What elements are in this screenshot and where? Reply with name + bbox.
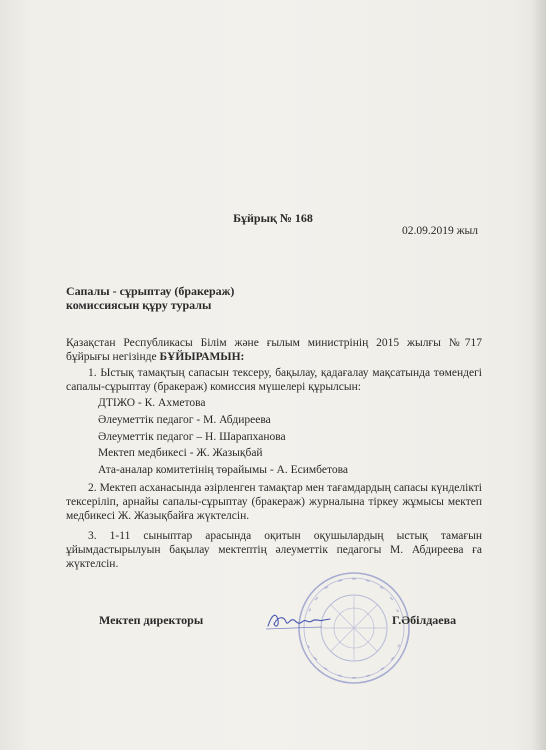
commission-member-5: Ата-аналар комитетінің төрайымы - А. Есимбетова <box>98 464 348 476</box>
order-title: Бұйрық № 168 <box>233 211 313 225</box>
preamble-text: Қазақстан Республикасы Білім және ғылым министрінің 2015 жылғы №717 бұйрығы негізінде <box>66 337 482 363</box>
director-signature <box>264 606 334 634</box>
item-2-paragraph: 2. Мектеп асханасында әзірленген тамақтар мен тағамдардың сапасы күнделікті тексеріліп, арнайы сапалы-сұрыптау (бракераж) журналына тіркеу жұмысы мектеп медбикесі Ж. Жазықбайға жүктелсін. <box>66 482 482 522</box>
order-date: 02.09.2019 жыл <box>401 225 478 237</box>
preamble-command: БҰЙЫРАМЫН: <box>159 351 245 363</box>
commission-member-1: ДТІЖО - К. Ахметова <box>98 397 206 409</box>
signatory-name: Г.Әбілдаева <box>392 613 457 627</box>
commission-member-4: Мектеп медбикесі - Ж. Жазықбай <box>98 447 263 459</box>
subject-line-1: Сапалы - сұрыптау (бракераж) <box>66 284 235 298</box>
commission-member-2: Әлеуметтік педагог - М. Абдиреева <box>98 414 271 426</box>
preamble-paragraph <box>66 336 482 364</box>
paper-edge-shadow <box>532 0 546 750</box>
item-3-paragraph: 3. 1-11 сыныптар арасында оқитын оқушылардың ыстық тамағын ұйымдастырылуын бақылау мектептің әлеуметтік педагогы М. Абдиреева ға жүктелсін. <box>66 530 482 570</box>
signatory-title: Мектеп директоры <box>99 613 204 627</box>
subject-line-2: комиссиясын құру туралы <box>66 298 212 312</box>
item-1-paragraph: 1. Ыстық тамақтың сапасын тексеру, бақылау, қадағалау мақсатында төмендегі сапалы-сұрыптау (бракераж) комиссия мүшелері құрылсын: <box>66 367 482 393</box>
commission-member-3: Әлеуметтік педагог – Н. Шарапханова <box>98 431 286 443</box>
